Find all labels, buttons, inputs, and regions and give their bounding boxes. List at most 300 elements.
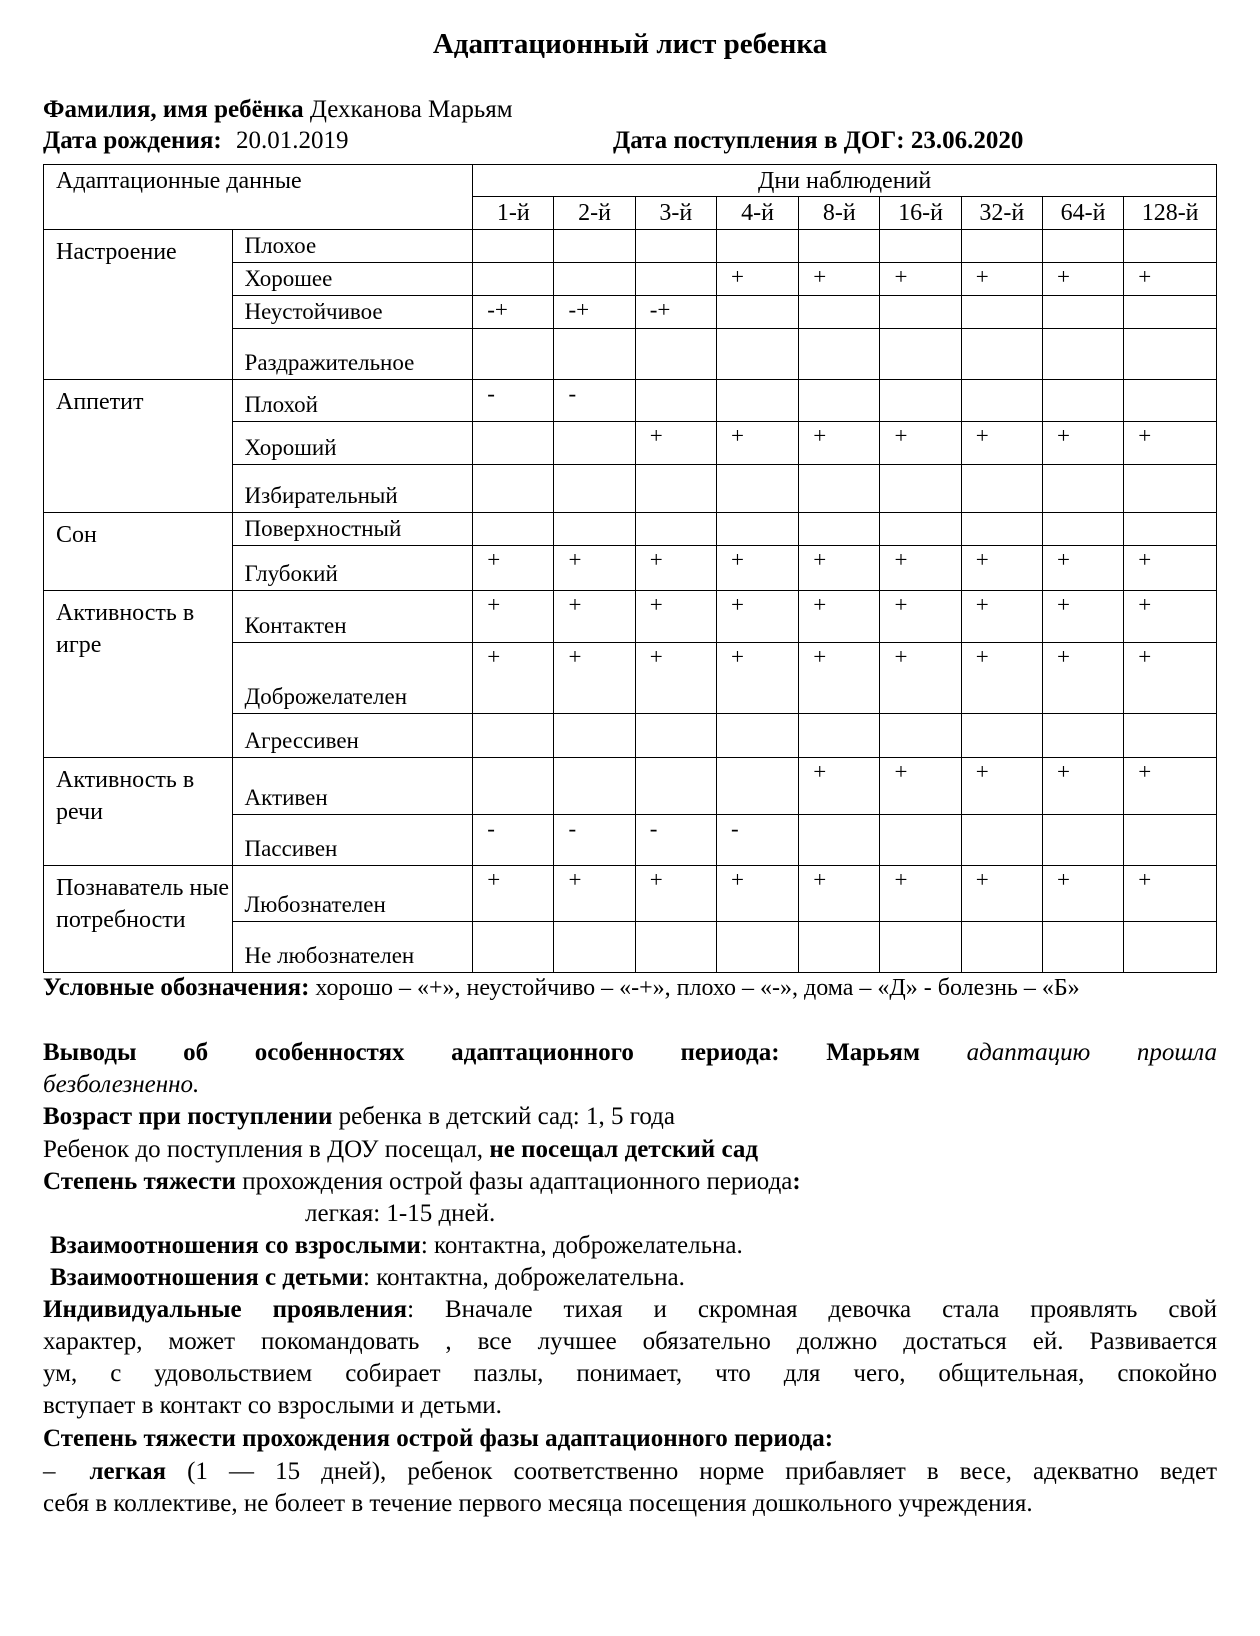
row-label: Раздражительное	[244, 350, 415, 375]
mark-value: -	[568, 816, 577, 841]
mark-cell	[880, 643, 961, 714]
mark-cell	[880, 513, 961, 546]
row-label: Поверхностный	[244, 516, 402, 541]
day-header-cell: 3-й	[635, 197, 716, 230]
mark-cell	[554, 922, 635, 973]
mark-cell	[1042, 296, 1123, 329]
mark-cell	[635, 329, 716, 380]
row-label: Глубокий	[244, 561, 338, 586]
severity2-line-1	[43, 1455, 1217, 1488]
conclusions-line-2	[43, 1068, 1217, 1101]
mark-value: +	[568, 867, 582, 892]
individual-line-3: ум, с удовольствием собирает пазлы, понимает, что для чего, общительная, спокойно	[43, 1360, 1217, 1387]
mark-cell	[716, 643, 798, 714]
mark-cell	[799, 263, 880, 296]
mark-cell	[716, 230, 798, 263]
mark-cell	[961, 922, 1042, 973]
children-line	[50, 1261, 1224, 1294]
mark-value: +	[568, 547, 582, 572]
mark-cell	[716, 263, 798, 296]
mark-cell	[716, 815, 798, 866]
severity2-heading: Степень тяжести прохождения острой фазы адаптационного периода:	[43, 1425, 834, 1452]
day-header-cell: 2-й	[554, 197, 635, 230]
table-row	[44, 591, 1217, 643]
children-text: : контактна, доброжелательна.	[363, 1264, 685, 1291]
adaptation-table	[43, 164, 1217, 973]
mark-cell	[961, 422, 1042, 465]
header-adaptation-data: Адаптационные данные	[44, 165, 473, 230]
mark-cell	[635, 422, 716, 465]
children-label: Взаимоотношения с детьми	[50, 1264, 363, 1291]
mark-cell	[635, 643, 716, 714]
mark-value: +	[1056, 547, 1070, 572]
admission-date	[613, 126, 1023, 156]
mark-cell	[473, 714, 554, 758]
mark-cell	[635, 513, 716, 546]
severity-line	[43, 1165, 1217, 1198]
mark-cell	[716, 866, 798, 922]
child-name-label: Фамилия, имя ребёнка	[43, 96, 304, 123]
mark-value: +	[649, 547, 663, 572]
document-title: Адаптационный лист ребенка	[432, 28, 828, 60]
legend-line	[43, 973, 1080, 1003]
mark-cell	[716, 422, 798, 465]
mark-value: -+	[649, 297, 671, 322]
attended-bold: не посещал детский сад	[489, 1136, 759, 1163]
mark-value: +	[1056, 264, 1070, 289]
mark-cell	[554, 230, 635, 263]
mark-value: +	[1138, 547, 1152, 572]
table-row	[44, 758, 1217, 815]
mark-cell	[799, 922, 880, 973]
mark-cell	[473, 230, 554, 263]
mark-cell	[473, 380, 554, 422]
mark-cell	[880, 591, 961, 643]
child-name-value: Дехканова Марьям	[309, 96, 513, 123]
mark-cell	[473, 546, 554, 591]
mark-cell	[554, 263, 635, 296]
severity-value: легкая: 1-15 дней.	[305, 1200, 496, 1227]
row-label: Активен	[244, 785, 328, 810]
mark-value: +	[649, 592, 663, 617]
mark-cell	[635, 591, 716, 643]
mark-value: -	[487, 381, 495, 406]
mark-cell	[554, 513, 635, 546]
day-header-cell: 16-й	[880, 197, 961, 230]
mark-value: +	[730, 592, 744, 617]
mark-cell	[554, 866, 635, 922]
mark-cell	[1124, 513, 1217, 546]
mark-cell	[880, 815, 961, 866]
mark-cell	[1042, 643, 1123, 714]
severity-label: Степень тяжести	[43, 1168, 236, 1195]
legend-text: хорошо – «+», неустойчиво – «-+», плохо – «-», дома – «Д» - болезнь – «Б»	[309, 975, 1080, 1001]
mark-cell	[880, 329, 961, 380]
mark-cell	[880, 866, 961, 922]
mark-cell	[473, 758, 554, 815]
group-label-cell: Активность в речи	[44, 758, 233, 866]
mark-value: +	[487, 547, 501, 572]
mark-value: +	[1138, 867, 1152, 892]
mark-cell	[1124, 465, 1217, 513]
group-label-cell: Настроение	[44, 230, 233, 380]
mark-cell	[716, 591, 798, 643]
row-label-cell	[232, 263, 473, 296]
mark-cell	[635, 546, 716, 591]
mark-value: +	[894, 592, 908, 617]
individual-line-4: вступает в контакт со взрослыми и детьми.	[43, 1392, 502, 1419]
mark-cell	[473, 591, 554, 643]
mark-value: +	[1056, 644, 1070, 669]
mark-cell	[473, 866, 554, 922]
mark-value: +	[813, 547, 827, 572]
mark-value: +	[568, 644, 582, 669]
individual-line-1	[43, 1293, 1217, 1326]
mark-value: +	[975, 547, 989, 572]
mark-value: +	[649, 423, 663, 448]
mark-cell	[880, 546, 961, 591]
mark-value: +	[894, 423, 908, 448]
mark-cell	[635, 296, 716, 329]
mark-cell	[716, 758, 798, 815]
table-row	[44, 513, 1217, 546]
mark-cell	[1042, 465, 1123, 513]
mark-cell	[961, 758, 1042, 815]
mark-cell	[1124, 296, 1217, 329]
conclusions-text-1: адаптацию прошла	[966, 1039, 1218, 1066]
mark-cell	[554, 815, 635, 866]
mark-cell	[1124, 380, 1217, 422]
mark-cell	[635, 758, 716, 815]
mark-cell	[1042, 380, 1123, 422]
severity2-text: (1 — 15 дней), ребенок соответственно норме прибавляет в весе, адекватно ведет	[166, 1458, 1217, 1485]
mark-value: +	[975, 867, 989, 892]
adults-line	[50, 1229, 1224, 1262]
row-label-cell	[232, 643, 473, 714]
mark-cell	[961, 643, 1042, 714]
mark-cell	[1042, 230, 1123, 263]
group-label-cell: Активность в игре	[44, 591, 233, 758]
mark-cell	[799, 422, 880, 465]
mark-value: +	[894, 547, 908, 572]
mark-cell	[554, 422, 635, 465]
individual-label: Индивидуальные проявления	[43, 1296, 408, 1323]
mark-cell	[1124, 922, 1217, 973]
mark-value: +	[1138, 264, 1152, 289]
mark-value: -+	[487, 297, 508, 322]
mark-cell	[554, 296, 635, 329]
mark-value: +	[813, 759, 827, 784]
mark-cell	[880, 263, 961, 296]
mark-cell	[961, 866, 1042, 922]
adults-label: Взаимоотношения со взрослыми	[50, 1232, 421, 1259]
mark-value: +	[975, 759, 989, 784]
mark-cell	[799, 329, 880, 380]
mark-cell	[1042, 329, 1123, 380]
mark-cell	[1124, 758, 1217, 815]
mark-cell	[880, 714, 961, 758]
mark-cell	[1124, 714, 1217, 758]
mark-value: +	[975, 644, 989, 669]
row-label: Неустойчивое	[244, 299, 383, 324]
severity2-dash: –	[43, 1458, 56, 1485]
mark-cell	[1042, 591, 1123, 643]
mark-cell	[716, 380, 798, 422]
mark-cell	[1042, 546, 1123, 591]
mark-cell	[880, 380, 961, 422]
mark-cell	[1042, 815, 1123, 866]
mark-cell	[473, 815, 554, 866]
mark-cell	[635, 465, 716, 513]
conclusions-text-2: безболезненно.	[43, 1071, 200, 1098]
mark-cell	[799, 714, 880, 758]
attended-text: Ребенок до поступления в ДОУ посещал,	[43, 1136, 490, 1163]
mark-value: +	[813, 592, 827, 617]
mark-value: +	[813, 867, 827, 892]
mark-value: +	[813, 264, 827, 289]
mark-value: +	[730, 264, 744, 289]
mark-cell	[716, 513, 798, 546]
mark-cell	[961, 263, 1042, 296]
child-name-line	[43, 95, 513, 125]
severity2-line-2: себя в коллективе, не болеет в течение первого месяца посещения дошкольного учреждения.	[43, 1490, 1033, 1517]
conclusions-name: Марьям	[826, 1039, 920, 1066]
mark-value: +	[1138, 592, 1152, 617]
mark-value: +	[649, 867, 663, 892]
individual-line-2: характер, может покомандовать , все лучшее обязательно должно достаться ей. Развивается	[43, 1328, 1217, 1355]
mark-cell	[1042, 866, 1123, 922]
mark-cell	[716, 296, 798, 329]
day-header-cell: 32-й	[961, 197, 1042, 230]
severity-colon: :	[792, 1168, 801, 1195]
mark-cell	[473, 296, 554, 329]
birth-date-value: 20.01.2019	[235, 127, 349, 154]
mark-cell	[799, 380, 880, 422]
row-label-cell	[232, 230, 473, 263]
row-label-cell	[232, 866, 473, 922]
row-label-cell	[232, 296, 473, 329]
mark-value: +	[1056, 759, 1070, 784]
attended-line	[43, 1133, 1217, 1166]
mark-cell	[635, 866, 716, 922]
mark-value: +	[1056, 423, 1070, 448]
table-row	[44, 230, 1217, 263]
dates-line	[43, 126, 1217, 156]
mark-cell	[554, 714, 635, 758]
mark-value: +	[487, 592, 501, 617]
mark-cell	[716, 546, 798, 591]
mark-cell	[799, 591, 880, 643]
mark-value: +	[894, 264, 908, 289]
mark-value: +	[813, 644, 827, 669]
day-header-cell: 1-й	[473, 197, 554, 230]
age-label: Возраст при поступлении	[43, 1103, 333, 1130]
birth-date-label: Дата рождения:	[43, 127, 222, 154]
age-line	[43, 1100, 1217, 1133]
severity2-bold: легкая	[89, 1458, 167, 1485]
mark-cell	[1124, 263, 1217, 296]
row-label-cell	[232, 714, 473, 758]
mark-cell	[635, 922, 716, 973]
group-label-cell: Познаватель ные потребности	[44, 866, 233, 973]
mark-cell	[473, 329, 554, 380]
table-row	[44, 380, 1217, 422]
mark-cell	[880, 465, 961, 513]
mark-cell	[961, 546, 1042, 591]
mark-cell	[1124, 546, 1217, 591]
mark-cell	[961, 465, 1042, 513]
mark-cell	[961, 296, 1042, 329]
mark-cell	[1042, 422, 1123, 465]
mark-cell	[880, 758, 961, 815]
mark-cell	[1042, 263, 1123, 296]
severity-text: прохождения острой фазы адаптационного периода	[235, 1168, 793, 1195]
day-header-cell: 128-й	[1124, 197, 1217, 230]
row-label: Избирательный	[244, 483, 398, 508]
mark-cell	[1124, 643, 1217, 714]
mark-cell	[554, 546, 635, 591]
mark-cell	[635, 815, 716, 866]
mark-cell	[716, 329, 798, 380]
mark-value: +	[1056, 867, 1070, 892]
mark-value: +	[730, 867, 744, 892]
admission-date-value: 23.06.2020	[910, 127, 1024, 154]
row-label: Плохое	[244, 233, 317, 258]
adults-text: : контактна, доброжелательна.	[420, 1232, 743, 1259]
mark-cell	[1124, 422, 1217, 465]
mark-cell	[473, 922, 554, 973]
mark-value: +	[1138, 423, 1152, 448]
mark-value: -	[568, 381, 577, 406]
mark-value: -+	[568, 297, 590, 322]
mark-cell	[961, 230, 1042, 263]
mark-cell	[473, 513, 554, 546]
mark-cell	[635, 230, 716, 263]
header-observation-days: Дни наблюдений	[473, 165, 1217, 197]
mark-cell	[799, 815, 880, 866]
conclusions-label: Выводы об особенностях адаптационного периода:	[43, 1039, 780, 1066]
row-label-cell	[232, 758, 473, 815]
row-label-cell	[232, 591, 473, 643]
mark-value: -	[487, 816, 495, 841]
mark-cell	[554, 591, 635, 643]
mark-value: +	[1138, 759, 1152, 784]
mark-cell	[880, 230, 961, 263]
row-label: Пассивен	[244, 836, 338, 861]
mark-value: +	[975, 423, 989, 448]
mark-cell	[799, 296, 880, 329]
row-label-cell	[232, 513, 473, 546]
mark-value: -	[649, 816, 658, 841]
mark-cell	[554, 329, 635, 380]
mark-cell	[635, 714, 716, 758]
mark-cell	[799, 643, 880, 714]
mark-value: +	[813, 423, 827, 448]
day-header-cell: 64-й	[1042, 197, 1123, 230]
mark-cell	[473, 263, 554, 296]
row-label: Хороший	[244, 435, 337, 460]
mark-value: +	[975, 264, 989, 289]
conclusions-line-1	[43, 1036, 1217, 1069]
mark-cell	[1124, 591, 1217, 643]
row-label-cell	[232, 922, 473, 973]
row-label-cell	[232, 422, 473, 465]
mark-cell	[961, 591, 1042, 643]
day-header-cell: 8-й	[799, 197, 880, 230]
mark-cell	[635, 380, 716, 422]
mark-cell	[1124, 815, 1217, 866]
row-label: Доброжелателен	[244, 684, 408, 709]
mark-value: +	[730, 644, 744, 669]
mark-cell	[1042, 513, 1123, 546]
legend-label: Условные обозначения:	[43, 974, 310, 1001]
mark-value: +	[730, 423, 744, 448]
mark-cell	[799, 513, 880, 546]
mark-cell	[961, 513, 1042, 546]
mark-value: +	[894, 759, 908, 784]
mark-cell	[1042, 714, 1123, 758]
row-label: Хорошее	[244, 266, 333, 291]
row-label-cell	[232, 546, 473, 591]
day-header-cell: 4-й	[716, 197, 798, 230]
mark-cell	[799, 230, 880, 263]
mark-cell	[799, 866, 880, 922]
mark-value: +	[487, 867, 501, 892]
individual-text-1: : Вначале тихая и скромная девочка стала проявлять свой	[407, 1296, 1218, 1323]
mark-cell	[799, 758, 880, 815]
mark-cell	[961, 714, 1042, 758]
row-label-cell	[232, 380, 473, 422]
row-label-cell	[232, 329, 473, 380]
mark-cell	[554, 758, 635, 815]
mark-value: +	[487, 644, 501, 669]
mark-cell	[961, 380, 1042, 422]
age-text: ребенка в детский сад: 1, 5 года	[332, 1103, 675, 1130]
group-label-cell: Сон	[44, 513, 233, 591]
mark-value: +	[568, 592, 582, 617]
mark-value: +	[894, 867, 908, 892]
mark-cell	[880, 922, 961, 973]
mark-cell	[716, 714, 798, 758]
mark-cell	[473, 422, 554, 465]
mark-cell	[1042, 922, 1123, 973]
mark-cell	[716, 922, 798, 973]
group-label-cell: Аппетит	[44, 380, 233, 513]
row-label: Любознателен	[244, 892, 386, 917]
mark-cell	[961, 815, 1042, 866]
mark-cell	[473, 465, 554, 513]
mark-cell	[554, 465, 635, 513]
mark-cell	[880, 422, 961, 465]
row-label: Плохой	[244, 392, 318, 417]
mark-cell	[799, 546, 880, 591]
mark-cell	[880, 296, 961, 329]
mark-cell	[799, 465, 880, 513]
row-label: Не любознателен	[244, 943, 415, 968]
table-row	[44, 866, 1217, 922]
row-label: Контактен	[244, 613, 347, 638]
mark-value: +	[730, 547, 744, 572]
mark-value: +	[975, 592, 989, 617]
mark-cell	[554, 380, 635, 422]
mark-cell	[1042, 758, 1123, 815]
mark-cell	[635, 263, 716, 296]
row-label-cell	[232, 815, 473, 866]
mark-value: +	[1056, 592, 1070, 617]
admission-date-label: Дата поступления в ДОГ:	[613, 127, 905, 154]
mark-cell	[1124, 866, 1217, 922]
mark-value: -	[730, 816, 739, 841]
